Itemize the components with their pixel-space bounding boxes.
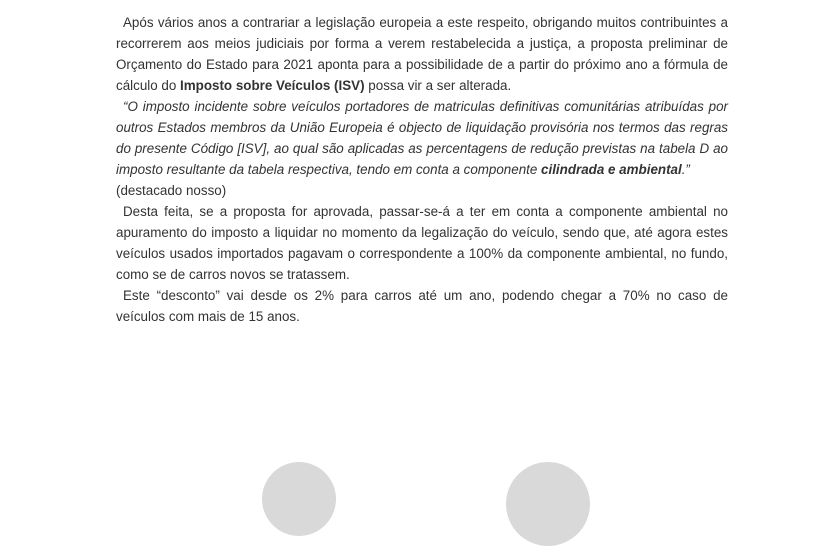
emphasis-note: (destacado nosso): [116, 183, 227, 198]
paragraph-consequence: [116, 201, 728, 285]
paragraph-discount: [116, 285, 728, 327]
isv-bold-term: Imposto sobre Veículos (ISV): [180, 78, 365, 93]
paragraph-intro: [116, 12, 728, 96]
document-body: [116, 12, 728, 327]
decorative-circle-right: [506, 462, 590, 546]
paragraph-quote: [116, 96, 728, 201]
paragraph-consequence-text: Desta feita, se a proposta for aprovada, passar-se-á a ter em conta a componente ambiental no apuramento do imposto a liquidar no momento da legalização do veículo, sendo que, até agora estes veículos usados importados pagavam o correspondente a 100% da componente ambiental, no fundo, como se de carros novos se tratassem.: [116, 204, 728, 282]
legal-quote: “O imposto incidente sobre veículos portadores de matriculas definitivas comunitárias atribuídas por outros Estados membros da União Europeia é objecto de liquidação provisória nos termos das regras do presente Código [ISV], ao qual são aplicadas as percentagens de redução previstas na tabela D ao imposto resultante da tabela respectiva, tendo em conta a componente: [116, 99, 728, 177]
highlighted-term: cilindrada e ambiental: [541, 162, 682, 177]
legal-quote-end: .”: [681, 162, 690, 177]
paragraph-intro-end: possa vir a ser alterada.: [364, 78, 512, 93]
paragraph-discount-text: Este “desconto” vai desde os 2% para carros até um ano, podendo chegar a 70% no caso de veículos com mais de 15 anos.: [116, 288, 728, 324]
paragraph-intro-text: Após vários anos a contrariar a legislação europeia a este respeito, obrigando muitos contribuintes a recorrerem aos meios judiciais por forma a verem restabelecida a justiça, a proposta preliminar de Orçamento do Estado para 2021 aponta para a possibilidade de a partir do próximo ano a fórmula de cálculo do: [116, 15, 728, 93]
decorative-circle-left: [262, 462, 336, 536]
